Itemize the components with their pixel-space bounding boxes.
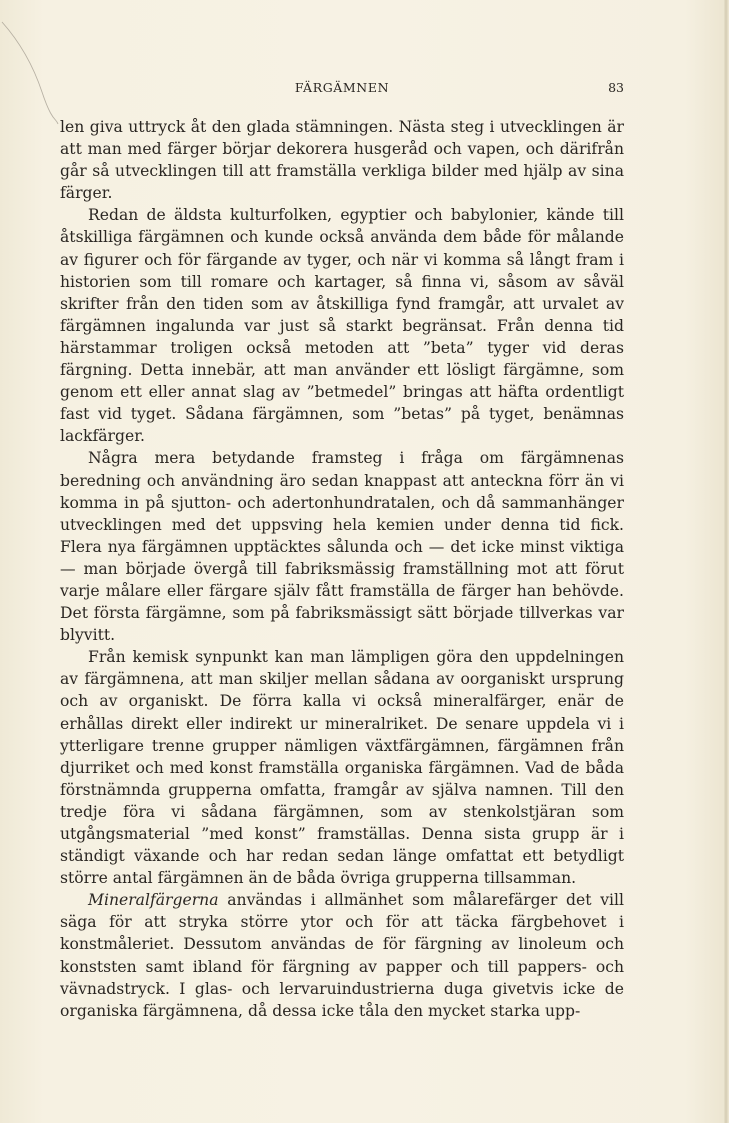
paragraph-5-text: användas i allmänhet som målarefärger det vill säga för att stryka större ytor och för att täcka färgbehovet i konstmåleriet. Dessutom användas de för färgning av linoleum och konststen samt ibland för färgning av papper och till pappers- och vävnadstryck. I glas- och lervaruindustrierna duga givetvis icke de organiska färgämnena, då dessa icke tåla den mycket starka upp- bbox=[60, 891, 624, 1020]
body-text bbox=[60, 116, 624, 1022]
paragraph-1: len giva uttryck åt den glada stämningen. Nästa steg i utvecklingen är att man med färger börjar dekorera husgeråd och vapen, och därifrån går så utvecklingen till att framställa verkliga bilder med hjälp av sina färger. bbox=[60, 118, 624, 203]
page-number: 83 bbox=[608, 80, 624, 95]
paragraph-3: Några mera betydande framsteg i fråga om färgämnenas beredning och användning äro sedan knappast att anteckna förr än vi komma in på sjutton- och adertonhundratalen, och då sammanhänger utvecklingen med det uppsving hela kemien under denna tid fick. Flera nya färgämnen upptäcktes sålunda och — det icke minst viktiga — man började övergå till fabriksmässig framställning mot att förut varje målare eller färgare själv fått framställa de färger han behövde. Det första färgämne, som på fabriksmässigt sätt började tillverkas var blyvitt. bbox=[60, 449, 624, 645]
paragraph-4: Från kemisk synpunkt kan man lämpligen göra den uppdelningen av färgämnena, att man skiljer mellan sådana av oorganiskt ursprung och av organiskt. De förra kalla vi också mineralfärger, enär de erhållas direkt eller indirekt ur mineralriket. De senare uppdela vi i ytterligare trenne grupper nämligen växtfärgämnen, färgämnen från djurriket och med konst framställa organiska färgämnen. Vad de båda förstnämnda grupperna omfatta, framgår av själva namnen. Till den tredje föra vi sådana färgämnen, som av stenkolstjäran som utgångsmaterial ”med konst” framställas. Denna sista grupp är i ständigt växande och har redan sedan länge omfattat ett betydligt större antal färgämnen än de båda övriga grupperna tillsamman. bbox=[60, 648, 624, 888]
paragraph-5 bbox=[60, 889, 624, 1022]
running-head: FÄRGÄMNEN bbox=[294, 80, 390, 95]
page-header bbox=[60, 80, 624, 98]
italic-term: Mineralfärgerna bbox=[88, 891, 219, 910]
paragraph-2: Redan de äldsta kulturfolken, egyptier och babylonier, kände till åtskilliga färgämnen och kunde också använda dem både för målande av figurer och för färgande av tyger, och när vi komma så långt fram i historien som till romare och kartager, så finna vi, såsom av såväl skrifter från den tiden som av åtskilliga fynd framgår, att urvalet av färgämnen ingalunda var just så starkt begränsat. Från denna tid härstammar troligen också metoden att ”beta” tyger vid deras färgning. Detta innebär, att man använder ett lösligt färgämne, som genom ett eller annat slag av ”betmedel” bringas att häfta ordentligt fast vid tyget. Sådana färgämnen, som ”betas” på tyget, benämnas lackfärger. bbox=[60, 206, 624, 446]
